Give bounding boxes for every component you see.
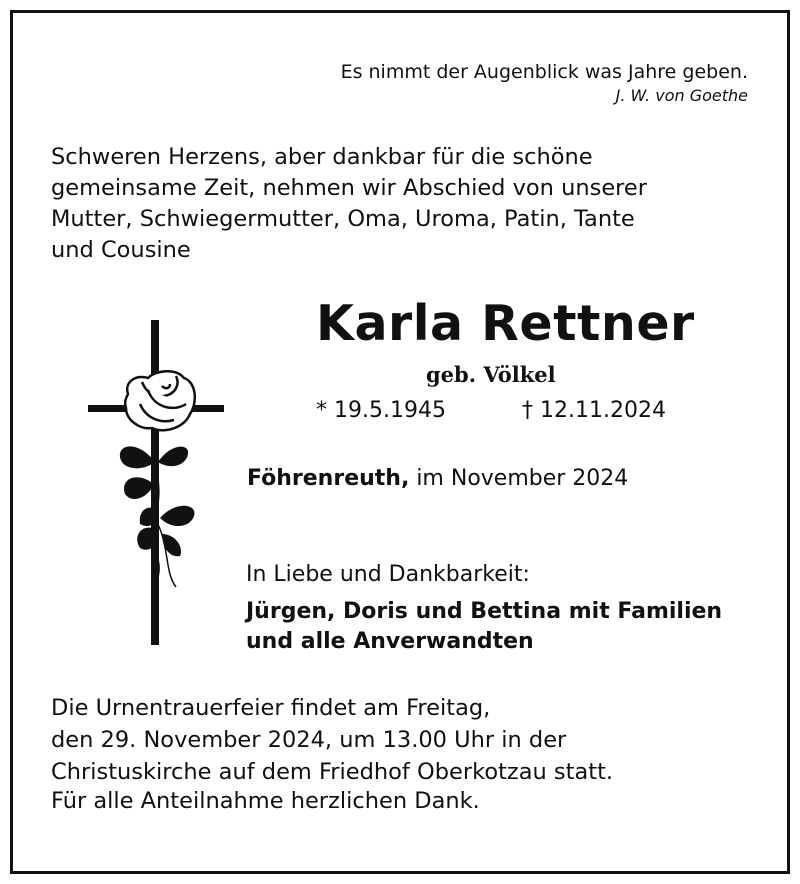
death-date: † 12.11.2024 [522, 398, 666, 423]
maiden-name: geb. Völkel [426, 362, 556, 387]
intro-text [51, 142, 751, 266]
mourners-line: und alle Anverwandten [246, 629, 534, 654]
ceremony-line: den 29. November 2024, um 13.00 Uhr in der [51, 727, 567, 753]
mourners-names [246, 597, 722, 657]
mourners-line: Jürgen, Doris und Bettina mit Familien [246, 599, 723, 624]
intro-line: gemeinsame Zeit, nehmen wir Abschied von unserer [51, 175, 648, 201]
cross-with-rose-icon [80, 312, 240, 652]
ceremony-line: Die Urnentrauerfeier findet am Freitag, [51, 695, 491, 721]
place-date-line [247, 466, 628, 491]
intro-line: Mutter, Schwiegermutter, Oma, Uroma, Patin, Tante [51, 206, 635, 232]
intro-line: Schweren Herzens, aber dankbar für die schöne [51, 144, 593, 170]
intro-line: und Cousine [51, 237, 191, 263]
quote-text: Es nimmt der Augenblick was Jahre geben. [340, 61, 748, 83]
mourners-heading: In Liebe und Dankbarkeit: [246, 562, 530, 587]
ceremony-text [51, 692, 613, 788]
deceased-name: Karla Rettner [316, 295, 695, 352]
place-date: im November 2024 [409, 466, 629, 491]
place-town: Föhrenreuth, [247, 466, 410, 491]
birth-date: * 19.5.1945 [316, 398, 446, 423]
thanks-text: Für alle Anteilnahme herzlichen Dank. [51, 788, 480, 814]
ceremony-line: Christuskirche auf dem Friedhof Oberkotzau statt. [51, 759, 614, 785]
quote-author: J. W. von Goethe [615, 86, 748, 105]
